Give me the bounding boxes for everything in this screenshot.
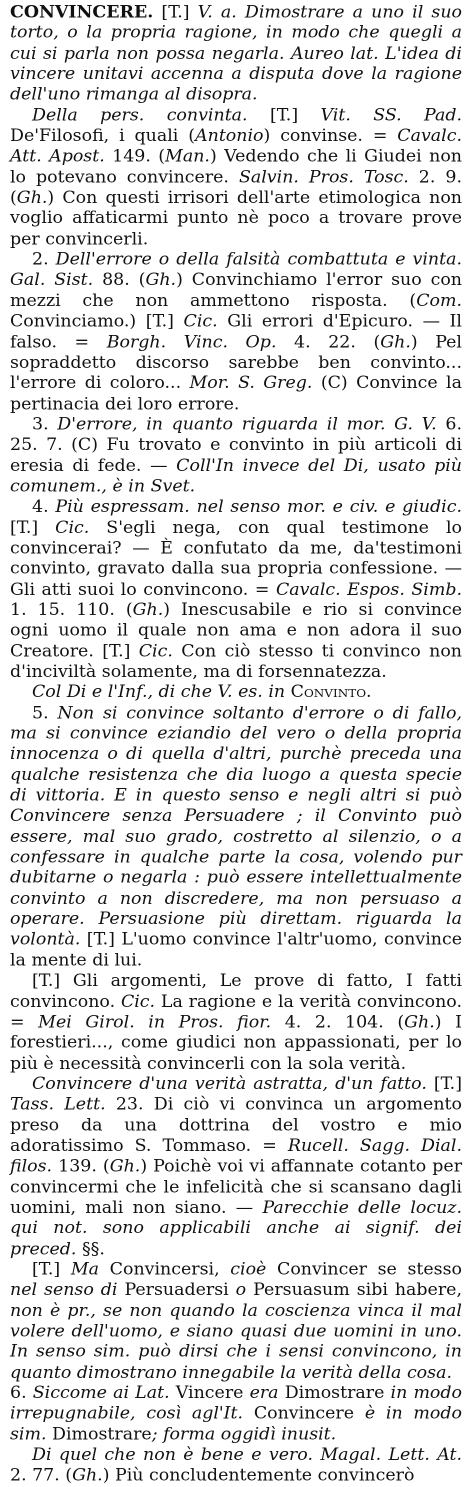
text-run: [T.] L'uomo convince l'altr'uomo, convince la mente di lui. [10, 930, 462, 971]
text-run: 4. 22. ( [276, 332, 381, 352]
text-run: [T.] [426, 1074, 462, 1094]
text-run: G. V. [394, 415, 437, 435]
headword: CONVINCERE. [10, 2, 154, 23]
text-run: Di quel che non è bene e vero. [32, 1445, 313, 1465]
text-run: Vincere [169, 1383, 250, 1404]
text-run: 1. 15. 110. ( [10, 600, 133, 620]
text-run: 6. 25. 7. (C) Fu trovato e convinto in più articoli di eresia di fede. — [10, 415, 462, 476]
text-run: Antonio [195, 126, 264, 146]
text-run: Salvin. Pros. Tosc. [238, 167, 409, 188]
text-run: era [249, 1383, 279, 1404]
text-run: La ragione e la verità convincono. = [10, 992, 462, 1033]
text-run: Gal. Sist. [10, 270, 94, 291]
text-run: Cic. [183, 312, 218, 332]
text-run: Dell'errore o della falsità combattuta e vinta. [55, 250, 462, 270]
text-run: 2. 77. ( [10, 1466, 73, 1486]
text-run: ) convinse. = [263, 126, 398, 146]
text-run: ) I forestieri..., come giudici non appassionati, per lo più è necessità convincerli con la sola verità. [10, 1012, 462, 1074]
text-run: Gh. [380, 332, 411, 352]
entry-paragraph [10, 415, 462, 497]
text-run: ) Vedendo che li Giudei non lo potevano convincere. [10, 147, 462, 188]
text-run: Cavalc. Att. Apost. [10, 126, 462, 167]
text-run: Dimostrare [46, 1424, 152, 1445]
text-run: Convincere [243, 1404, 365, 1424]
text-run: Cic. [138, 641, 173, 662]
text-run: S'egli nega, con qual testimone lo convincerai? — È confutato da me, da'testimoni convinto, gravato dalla sua propria confessione. — Gli atti suoi lo convincono. = [10, 518, 463, 600]
text-run: nel senso di [10, 1280, 118, 1300]
text-run: Magal. Lett. At. [320, 1445, 462, 1465]
text-run [385, 415, 394, 434]
text-run: Siccome ai Lat. [32, 1383, 170, 1404]
text-run: Borgh. Vinc. Op. [106, 332, 277, 352]
text-run: è in modo sim. [10, 1404, 462, 1445]
text-run: Gli errori d'Epicuro. — Il falso. = [10, 312, 462, 352]
text-run: Cic. [55, 518, 90, 538]
text-run: 4. 2. 104. ( [271, 1012, 405, 1033]
text-run: Tass. Lett. [10, 1095, 106, 1115]
text-run: ; forma oggidì inusit. [151, 1424, 337, 1445]
text-run: Con ciò stesso ti convinco non d'inciviltà solamente, ma di forsennatezza. [10, 641, 462, 682]
text-run: Cavalc. Espos. Simb. [275, 579, 463, 600]
text-run: Più espressam. nel senso mor. e civ. e giudic. [55, 497, 462, 517]
text-run: Gh. [16, 188, 48, 208]
text-run: Coll'In invece del Di, usato più comunem., è in Svet. [10, 456, 462, 497]
text-run: Della pers. convinta. [32, 105, 248, 126]
text-run: Convincer se stesso [266, 1260, 462, 1280]
entry-paragraph [10, 1446, 462, 1487]
text-run: [T.] [153, 2, 198, 23]
text-run: cioè [230, 1260, 267, 1280]
entry-paragraph [10, 1075, 462, 1260]
text-run: Non si convince soltanto d'errore o di fallo, ma si convince eziandio del vero o della propria innocenza o di quella d'altri, purchè preceda una qualche resistenza che dia luogo a questa specie di vittoria. E in questo senso e negli altri si può Convincere senza Persuadere ; il Convinto può essere, mal suo grado, costretto al silenzio, o a confessare in qualche parte la cosa, volendo pur dubitarne o negarla : può essere intellettualmente convinto a non discredere, ma non persuaso a operare. Persuasione più direttam. riguarda la volontà. [10, 703, 462, 950]
text-run: in modo irrepugnabile, così agl'It. [10, 1383, 463, 1424]
text-run: V. a. [197, 2, 237, 23]
text-run: Mor. S. Greg. [189, 373, 313, 394]
text-run: De'Filosofi, i quali ( [10, 126, 196, 146]
text-run: §§. [76, 1239, 105, 1259]
text-run: o [235, 1280, 247, 1300]
text-run: Persuadersi [117, 1280, 236, 1300]
text-run: ) Più concludentemente convincerò [102, 1466, 415, 1486]
text-run: ) Inescusabile e rio si convince ogni uomo il quale non ama e non adora il suo Creatore. [T.] [10, 600, 462, 662]
text-run: Gh. [404, 1012, 435, 1033]
text-run: [T.] Gli argomenti, Le prove di fatto, I fatti convincono. [10, 971, 462, 1012]
text-run: 2. 9. ( [10, 167, 462, 208]
text-run: Convincere d'una verità astratta, d'un fatto. [32, 1074, 427, 1094]
text-run: Convincersi, [99, 1260, 231, 1280]
text-run: Dimostrare [278, 1383, 391, 1404]
text-run: 4. [32, 497, 56, 517]
text-run: 149. ( [104, 147, 166, 167]
text-run: ) Convinchiamo l'error suo con mezzi che non ammettono risposta. ( [10, 270, 462, 311]
entry-paragraph [10, 683, 462, 704]
entry-paragraph [10, 106, 462, 250]
text-run: Gh. [145, 270, 177, 291]
text-run: [T.] [32, 1260, 71, 1280]
text-run: 88. ( [93, 270, 146, 291]
text-run: [T.] [10, 518, 56, 538]
text-run: Mei Girol. in Pros. fior. [38, 1012, 272, 1033]
entry-paragraph [10, 250, 462, 415]
text-run: Convinto. [285, 683, 372, 703]
text-run: 3. [32, 415, 58, 435]
text-run: 5. [32, 703, 58, 723]
text-run: Gh. [109, 1157, 141, 1177]
text-run: Cic. [120, 992, 156, 1012]
text-run: 23. Di ciò vi convinca un argomento preso da una dottrina del vostro e mio adoratissimo S. Tommaso. = [10, 1095, 462, 1156]
text-run: ) Pel sopraddetto discorso sarebbe ben convinto... l'errore di coloro... [10, 332, 462, 394]
text-run: Com. [416, 291, 462, 311]
text-run: [T.] [247, 105, 321, 126]
text-run: Ma [70, 1260, 99, 1280]
text-run: 6. [10, 1383, 33, 1404]
text-run: ) Con questi irrisori dell'arte etimologica non voglio affaticarmi punto nè poco a trovare prove per convincerli. [10, 188, 462, 249]
text-run: D'errore, in quanto riguarda il mor. [57, 415, 386, 435]
text-run: Gh. [72, 1466, 103, 1486]
text-run: Gh. [132, 600, 164, 620]
text-run: (C) Convince la pertinacia dei loro errore. [10, 373, 462, 414]
text-run: ) Poichè voi vi affannate cotanto per convincermi che le infelicità che si scansano dagli uomini, mali non siano. — [10, 1157, 463, 1218]
text-run: Vit. SS. Pad. [320, 105, 463, 126]
entry-paragraph [10, 1260, 462, 1384]
text-run: Man. [165, 147, 210, 167]
text-run: non è pr., se non quando la coscienza vinca il mal volere dell'uomo, e siano quasi due uomini in uno. In senso sim. può dirsi che i sensi convincono, in quanto dimostrano innegabile la verità della cosa. [10, 1301, 462, 1383]
entry-paragraph [10, 3, 462, 106]
entry-paragraph [10, 972, 462, 1075]
text-run: Col Di e l'Inf., di che V. es. in [32, 683, 286, 703]
text-run: Rucell. Sagg. Dial. filos. [10, 1136, 462, 1177]
text-run: 2. [32, 250, 56, 270]
entry-paragraph [10, 1384, 462, 1446]
entry-paragraph [10, 498, 462, 683]
text-run: 139. ( [52, 1157, 110, 1177]
text-run: Dimostrare a uno il suo torto, o la propria ragione, in modo che quegli a cui si parla non possa negarla. Aureo lat. L'idea di vincere unitavi accenna a disputa dove la ragione dell'uno rimanga al disopra. [10, 2, 462, 105]
text-run: Persuasum sibi habere, [246, 1280, 462, 1300]
text-run: Parecchie delle locuz. qui not. sono applicabili anche ai signif. dei preced. [10, 1198, 462, 1259]
text-run: Convinciamo.) [T.] [10, 312, 184, 332]
entry-paragraph [10, 704, 462, 972]
